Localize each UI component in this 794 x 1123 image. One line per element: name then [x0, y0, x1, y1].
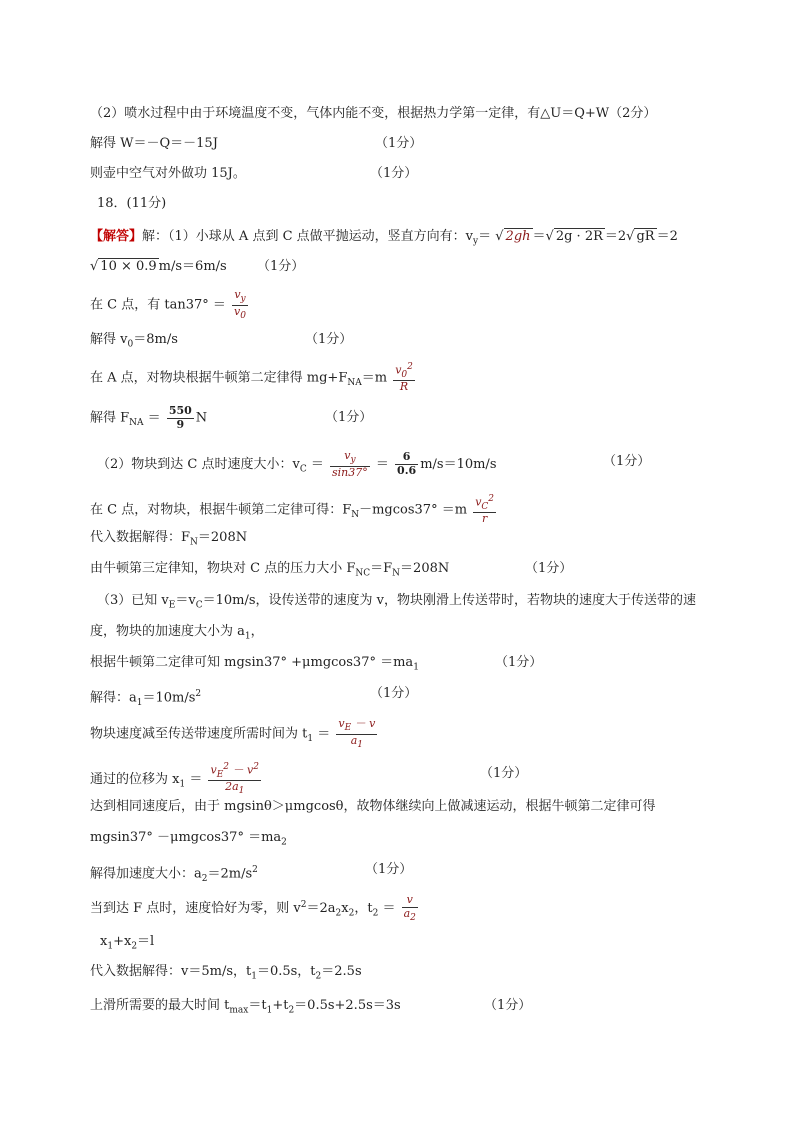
- fraction-vy-sin37: $\frac{v_y}{\sin 37^\circ}$: [332, 449, 368, 479]
- sqrt-sign: √: [626, 229, 635, 244]
- line-belt-accel: 度，物块的加速度大小为 $a_1$，: [90, 624, 264, 642]
- line-x-sum: $x_1+x_2=l$: [100, 934, 155, 952]
- line-max-time: 上滑所需要的最大时间 $t_{max}=t_1+t_2=0.5s+2.5s=3s$: [90, 998, 401, 1016]
- score-mark: （1分）: [480, 766, 528, 781]
- line-thermo-law: （2）喷水过程中由于环境温度不变，气体内能不变，根据热力学第一定律，有△U＝Q+W（2分）: [90, 106, 657, 121]
- line-newton-at-c: 在 C 点，对物块，根据牛顿第二定律可得：$F_N-mgcos37^\circ =m$ $\frac{v_C^2}{r}$: [90, 494, 495, 526]
- line-tan37: 在 C 点，有 tan37° ＝ $\frac{v_y}{v_0}$: [90, 288, 246, 321]
- fraction-x1: $\frac{v_E^2 - v^2}{2a_1}$: [210, 762, 259, 797]
- line-same-speed: 达到相同速度后，由于 mgsinθ＞μmgcosθ，故物体继续向上做减速运动，根据牛顿第二定律可得: [90, 799, 656, 814]
- score-mark: （1分）: [495, 655, 543, 670]
- fraction-550-9: $\frac{550}{9}$: [168, 404, 192, 431]
- line-t1: 物块速度减至传送带速度所需时间为 $t_1$ ＝ $\frac{v_E - v}{a_1}$: [90, 717, 376, 750]
- score-mark: （1分）: [484, 998, 532, 1013]
- score-mark: （1分）: [370, 686, 418, 701]
- score-mark: （1分）: [365, 862, 413, 877]
- line-work-result: 解得 W＝－Q＝－15J: [90, 136, 218, 151]
- line-fn-result: 代入数据解得：$F_N=208N$: [90, 530, 248, 548]
- fraction-vy-v0: $\frac{v_y}{v_0}$: [234, 288, 246, 321]
- line-newton-at-a: 在 A 点，对物块根据牛顿第二定律得 $mg+F_{NA}=m$ $\frac{v_0^2}{R}$: [90, 362, 413, 394]
- line-x1: 通过的位移为 $x_1$ ＝ $\frac{v_E^2 - v^2}{2a_1}$: [90, 762, 259, 797]
- line-newton-third: 由牛顿第三定律知，物块对 C 点的压力大小 $F_{NC}=F_N=208N$: [90, 561, 450, 579]
- score-mark: （1分）: [525, 561, 573, 576]
- score-mark: （1分）: [325, 410, 373, 425]
- line-vc-speed: （2）物块到达 C 点时速度大小：$v_C$ ＝ $\frac{v_y}{\sin 37^\circ}$ ＝ $\frac{6}{0.6}$ m/s＝10m/s: [97, 449, 497, 479]
- line-v0-result: 解得 $v_0=8m/s$: [90, 332, 178, 350]
- question-18-heading: 18．(11分): [97, 196, 167, 211]
- score-mark: （1分）: [305, 332, 353, 347]
- fraction-vcsq-r: $\frac{v_C^2}{r}$: [475, 494, 495, 526]
- answer-tag: 【解答】: [90, 229, 143, 244]
- fraction-t2: $\frac{v}{a_2}$: [403, 893, 416, 923]
- sqrt-sign: √: [495, 229, 504, 244]
- line-fna-result: 解得 $F_{NA}$ ＝ $\frac{550}{9}$ N: [90, 404, 208, 431]
- score-mark: （1分）: [370, 166, 418, 181]
- line-a2-result: 解得加速度大小：$a_2=2m/s^2$: [90, 865, 258, 884]
- sqrt-sign: √: [90, 259, 99, 274]
- score-mark: （1分）: [257, 259, 305, 274]
- line-projectile-vertical: 【解答】解：（1）小球从 A 点到 C 点做平抛运动，竖直方向有：$v_y=$ √ 2gh ＝√ 2g · 2R ＝2√ gR ＝2: [90, 229, 678, 247]
- score-mark: （1分）: [375, 136, 423, 151]
- fraction-t1: $\frac{v_E - v}{a_1}$: [338, 717, 376, 750]
- line-solve-values: 代入数据解得：v＝5m/s，$t_1=0.5s$，$t_2=2.5s$: [90, 964, 362, 982]
- sqrt-sign: √: [545, 229, 554, 244]
- score-mark: （1分）: [603, 454, 651, 469]
- fraction-v0sq-r: $\frac{v_0^2}{R}$: [395, 362, 413, 394]
- fraction-6-06: $\frac{6}{0.6}$: [397, 450, 417, 478]
- line-a1-result: 解得：$a_1=10m/s^2$: [90, 689, 202, 708]
- line-at-f: 当到达 F 点时，速度恰好为零，则 $v^2=2a_2x_2$，$t_2$ ＝ $\frac{v}{a_2}$: [90, 893, 416, 923]
- line-belt-intro: （3）已知 $v_E=v_C=10m/s$，设传送带的速度为 v，物块刚滑上传送带时，若物块的速度大于传送带的速: [97, 593, 696, 611]
- line-newton-a1: 根据牛顿第二定律可知 $mgsin37^\circ +\mu mgcos37^\circ =ma_1$: [90, 655, 419, 673]
- line-newton-a2: $mgsin37^\circ -\mu mgcos37^\circ =ma_2$: [90, 830, 287, 848]
- line-vy-value: √ 10 × 0.9 m/s＝6m/s: [90, 259, 227, 274]
- line-work-conclusion: 则壶中空气对外做功 15J。: [90, 166, 246, 181]
